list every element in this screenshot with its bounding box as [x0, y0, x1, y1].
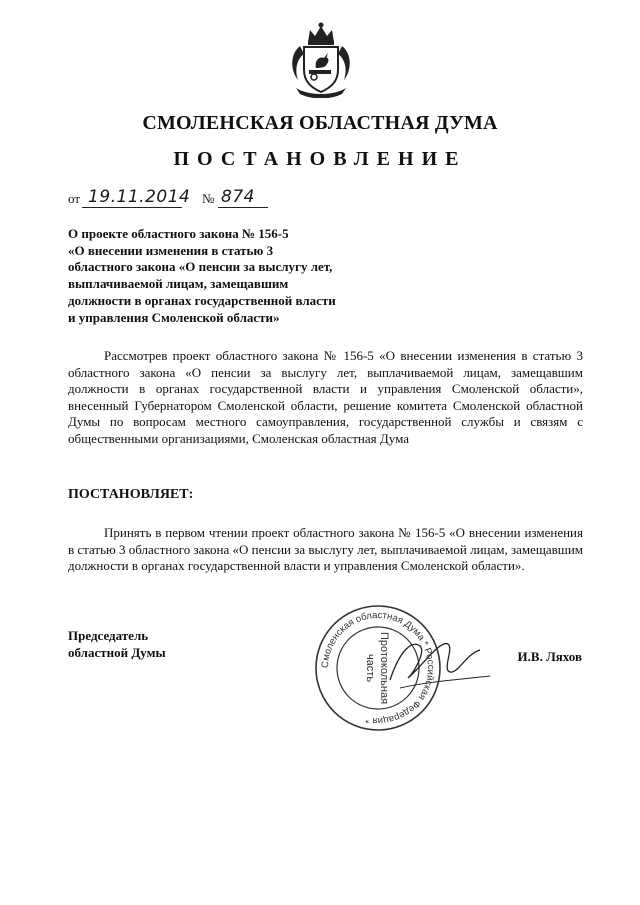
resolution-paragraph: Принять в первом чтении проект областного закона № 156-5 «О внесении изменения в статью 3 областного закона «О пенсии за выслугу лет, выплачиваемой лицам, замещавшим должности в органах государственной власти и управления Смоленской области». — [68, 525, 584, 574]
signer-title — [68, 627, 166, 661]
document-type-title: ПОСТАНОВЛЕНИЕ — [173, 148, 467, 170]
stamp-inner-line: Протокольная — [378, 631, 390, 705]
document-subject — [68, 226, 398, 326]
subject-line: областного закона «О пенсии за выслугу лет, — [68, 259, 333, 275]
preamble-paragraph: Рассмотрев проект областного закона № 156-5 «О внесении изменения в статью 3 областного закона «О пенсии за выслугу лет, выплачиваемой лицам, замещавшим должности в органах государственной власти и управления Смоленской области», внесенный Губернатором Смоленской области, решение комитета Смоленской областной Думы по вопросам местного самоуправления, государственной службы и связям с общественными организациями, Смоленская областная Дума — [68, 348, 583, 446]
signer-name: И.В. Ляхов — [517, 649, 582, 664]
number-handwritten: 874 — [221, 187, 255, 207]
stamp-outer-text: Смоленская областная Дума * Российская Федерация * — [319, 609, 437, 727]
resolves-heading: ПОСТАНОВЛЯЕТ: — [68, 487, 194, 502]
stamp-inner-line: часть — [364, 653, 376, 683]
subject-line: О проекте областного закона № 156-5 — [68, 226, 289, 241]
date-from-label: от — [68, 191, 81, 206]
subject-line: и управления Смоленской области» — [68, 309, 280, 325]
date-underline — [82, 207, 182, 208]
number-underline — [218, 207, 268, 208]
date-number-line — [68, 183, 288, 213]
signer-title-line: областной Думы — [68, 645, 166, 660]
subject-line: выплачиваемой лицам, замещавшим — [68, 276, 289, 292]
signer-title-line: Председатель — [68, 628, 149, 643]
coat-of-arms-emblem — [286, 20, 356, 98]
handwritten-signature — [330, 610, 500, 710]
number-label: № — [202, 191, 215, 206]
subject-line: «О внесении изменения в статью 3 — [68, 242, 274, 258]
date-handwritten: 19.11.2014 — [88, 187, 191, 207]
organization-title: СМОЛЕНСКАЯ ОБЛАСТНАЯ ДУМА — [142, 112, 498, 134]
subject-line: должности в органах государственной власти — [68, 292, 336, 308]
